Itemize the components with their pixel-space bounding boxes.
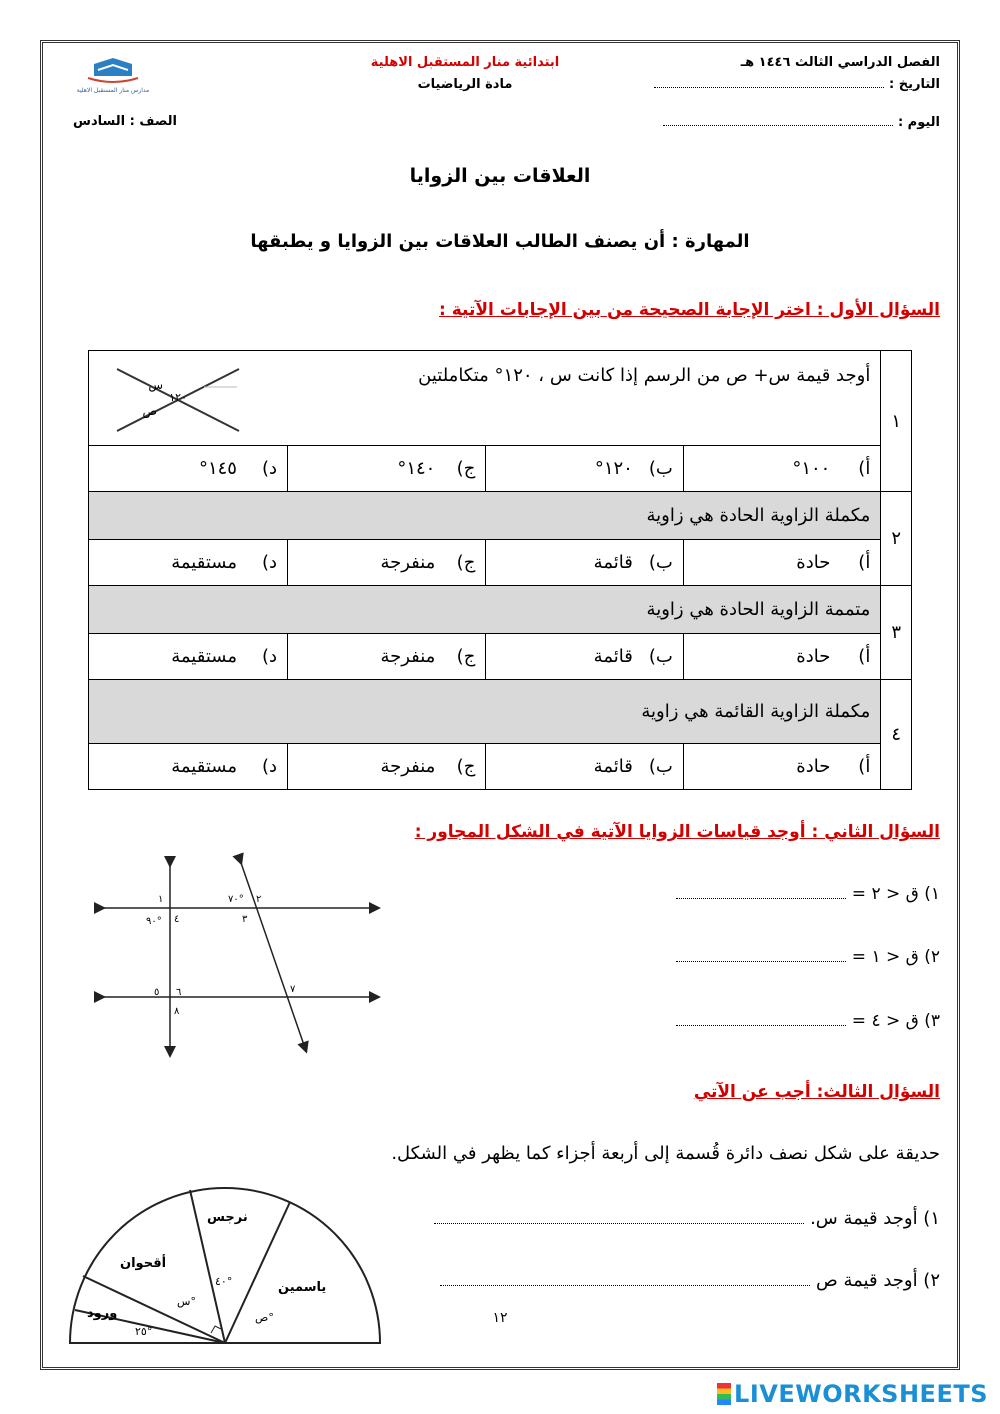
skill-statement: المهارة : أن يصنف الطالب العلاقات بين الزوايا و يطبقها xyxy=(250,231,750,252)
option-a[interactable]: أ)١٠٠° xyxy=(683,446,881,492)
option-a[interactable]: أ)حادة xyxy=(683,540,881,586)
day-row xyxy=(640,115,940,130)
q3-item: ١) أوجد قيمة س. xyxy=(400,1208,940,1229)
fig-angle-ss: ص° xyxy=(255,1311,274,1324)
answer-field[interactable] xyxy=(440,1285,810,1286)
region-yasmin: ياسمين xyxy=(278,1280,327,1295)
q2-item: ١) ق < ٢ = xyxy=(640,884,940,904)
option-b[interactable]: ب)قائمة xyxy=(486,744,684,790)
page-title: العلاقات بين الزوايا xyxy=(409,165,591,187)
fig-angle-7: ٧ xyxy=(290,984,296,995)
option-b[interactable]: ب)١٢٠° xyxy=(486,446,684,492)
fig-angle-25: ٢٥° xyxy=(135,1325,153,1338)
fig-label-ss: ص xyxy=(142,404,157,418)
fig-angle-5: ٥ xyxy=(154,987,160,998)
fig-angle-1: ١ xyxy=(158,894,164,905)
option-a[interactable]: أ)حادة xyxy=(683,634,881,680)
option-d[interactable]: د)مستقيمة xyxy=(89,744,288,790)
fig-label-120: ١٢٠ xyxy=(169,391,187,404)
option-d[interactable]: د)مستقيمة xyxy=(89,540,288,586)
answer-field[interactable] xyxy=(434,1223,804,1224)
q3-description: حديقة على شكل نصف دائرة قُسمة إلى أربعة أجزاء كما يظهر في الشكل. xyxy=(391,1143,940,1164)
day-field[interactable] xyxy=(663,125,893,126)
semicircle-garden-figure xyxy=(65,1185,385,1350)
liveworksheets-icon xyxy=(717,1383,731,1405)
answer-field[interactable] xyxy=(676,961,846,962)
school-logo xyxy=(58,56,168,94)
q1-heading: السؤال الأول : اختر الإجابة الصحيحة من بين الإجابات الآتية : xyxy=(439,300,940,320)
watermark: LIVEWORKSHEETS xyxy=(717,1380,988,1408)
grade-label: الصف : السادس xyxy=(73,114,177,129)
date-field[interactable] xyxy=(654,87,884,88)
q1-item-question xyxy=(89,351,881,446)
answer-field[interactable] xyxy=(676,898,846,899)
option-a[interactable]: أ)حادة xyxy=(683,744,881,790)
fig-angle-8: ٨ xyxy=(174,1006,180,1017)
option-c[interactable]: ج)منفرجة xyxy=(287,744,485,790)
fig-angle-4: ٤ xyxy=(174,914,180,925)
q2-heading: السؤال الثاني : أوجد قياسات الزوايا الآتية في الشكل المجاور : xyxy=(414,822,940,842)
date-row xyxy=(640,77,940,92)
q1-item-text: مكملة الزاوية الحادة هي زاوية xyxy=(89,492,881,540)
region-narjis: نرجس xyxy=(207,1210,248,1225)
option-b[interactable]: ب)قائمة xyxy=(486,634,684,680)
fig-angle-6: ٦ xyxy=(176,987,182,998)
option-c[interactable]: ج)١٤٠° xyxy=(287,446,485,492)
fig-angle-90: ٩٠° xyxy=(146,916,162,927)
q1-item-number: ١ xyxy=(881,351,912,492)
q1-table xyxy=(88,350,912,790)
answer-field[interactable] xyxy=(676,1025,846,1026)
option-d[interactable]: د)١٤٥° xyxy=(89,446,288,492)
fig-angle-3: ٣ xyxy=(242,914,248,925)
day-label: اليوم : xyxy=(897,115,940,130)
option-d[interactable]: د)مستقيمة xyxy=(89,634,288,680)
fig-angle-70: ٧٠° xyxy=(228,894,244,905)
q1-item-text: أوجد قيمة س+ ص من الرسم إذا كانت س ، ١٢٠° متكاملتين xyxy=(418,365,871,386)
page-number: ١٢ xyxy=(492,1310,508,1326)
q1-item-number: ٣ xyxy=(881,586,912,680)
subject-label: مادة الرياضيات xyxy=(417,77,513,92)
q1-item-text: متممة الزاوية الحادة هي زاوية xyxy=(89,586,881,634)
fig-angle-2: ٢ xyxy=(256,894,262,905)
q2-item: ٢) ق < ١ = xyxy=(640,947,940,967)
logo-text: مدارس منار المستقبل الاهلية xyxy=(76,87,150,94)
term-label: الفصل الدراسي الثالث ١٤٤٦ هـ xyxy=(740,55,940,70)
q3-heading: السؤال الثالث: أجب عن الآتي xyxy=(693,1082,940,1102)
parallel-lines-figure xyxy=(90,850,390,1060)
q1-item-number: ٤ xyxy=(881,680,912,790)
option-b[interactable]: ب)قائمة xyxy=(486,540,684,586)
crossing-lines-figure xyxy=(109,359,249,439)
q2-item: ٣) ق < ٤ = xyxy=(640,1011,940,1031)
option-c[interactable]: ج)منفرجة xyxy=(287,634,485,680)
school-name: ابتدائية منار المستقبل الاهلية xyxy=(370,55,560,70)
q3-item: ٢) أوجد قيمة ص xyxy=(400,1270,940,1291)
q1-item-text: مكملة الزاوية القائمة هي زاوية xyxy=(89,680,881,744)
date-label: التاريخ : xyxy=(889,77,940,92)
q1-item-number: ٢ xyxy=(881,492,912,586)
logo-icon xyxy=(58,56,168,94)
fig-angle-s: س° xyxy=(177,1295,196,1308)
option-c[interactable]: ج)منفرجة xyxy=(287,540,485,586)
region-uqhuwan: أقحوان xyxy=(120,1256,167,1271)
region-wurud: ورود xyxy=(87,1306,118,1321)
fig-angle-40: ٤٠° xyxy=(215,1275,233,1288)
fig-label-s: س xyxy=(148,378,163,392)
